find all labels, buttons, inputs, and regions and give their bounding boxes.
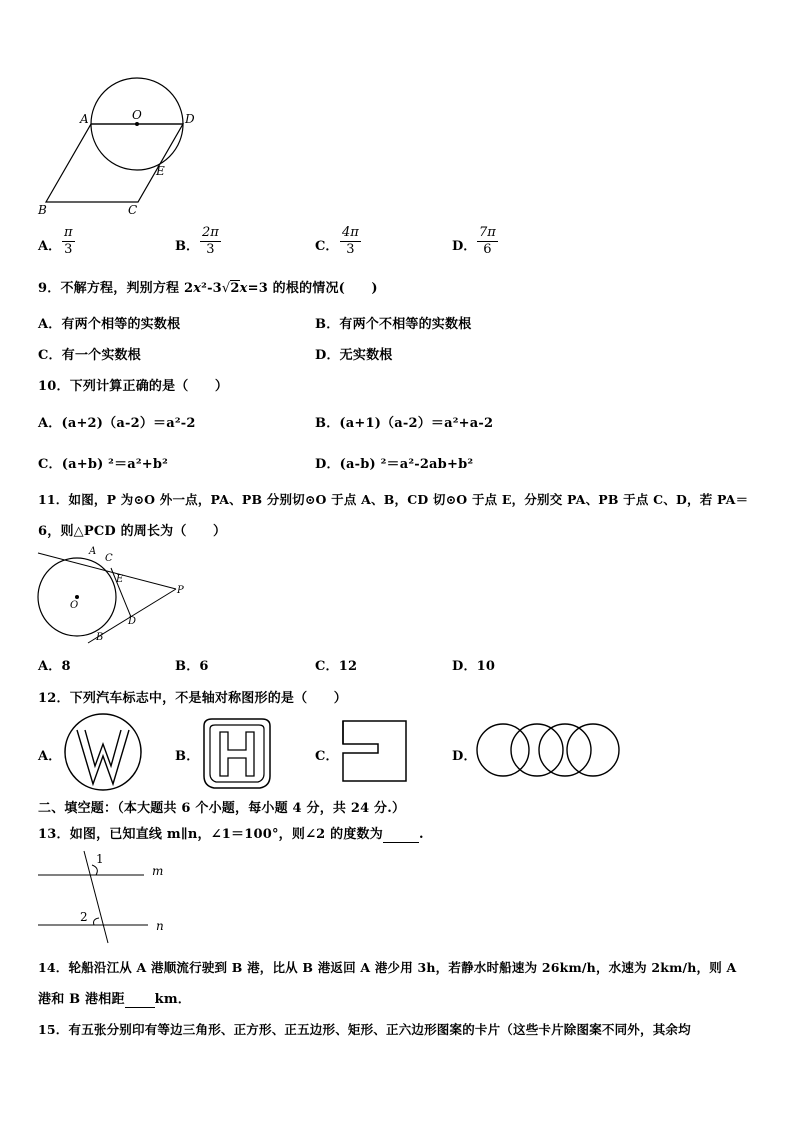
honda-logo-icon <box>198 716 278 796</box>
q14-line1: 14．轮船沿江从 A 港顺流行驶到 B 港，比从 B 港返回 A 港少用 3h，若静水时船速为 26km/h，水速为 2km/h，则 A <box>38 960 737 975</box>
q13-figure <box>38 848 188 948</box>
center-dot <box>75 595 79 599</box>
q10-option-d[interactable]: D．(a-b) ²＝a²-2ab+b² <box>315 457 474 472</box>
q9-option-a[interactable]: A．有两个相等的实数根 <box>38 317 181 332</box>
q11-figure <box>36 545 196 645</box>
q11-option-b[interactable]: B．6 <box>175 659 209 674</box>
center-dot <box>135 122 139 126</box>
label-a: A <box>89 546 97 557</box>
q12-stem: 12．下列汽车标志中，不是轴对称图形的是（ ） <box>38 691 347 706</box>
label-m: m <box>152 864 164 878</box>
q12-option-b[interactable]: B． <box>175 749 200 764</box>
q10-option-b[interactable]: B．(a+1)（a-2）＝a²+a-2 <box>315 416 494 431</box>
audi-rings-icon <box>476 722 626 782</box>
vw-logo-icon <box>63 714 143 794</box>
angle-1-arc <box>92 865 97 875</box>
q8-option-d[interactable]: D． <box>452 239 477 254</box>
label-p: P <box>177 585 184 596</box>
q11-stem-line1: 11．如图，P 为⊙O 外一点，PA、PB 分别切⊙O 于点 A、B，CD 切⊙O 于点 E，分别交 PA、PB 于点 C、D，若 PA＝ <box>38 492 749 507</box>
q8-option-b[interactable]: B． <box>175 239 199 254</box>
q8-figure <box>30 105 230 220</box>
q11-stem-line2: 6，则△PCD 的周长为（ ） <box>38 524 227 539</box>
q14-answer-blank[interactable] <box>125 992 155 1008</box>
q12-option-c[interactable]: C． <box>315 749 339 764</box>
q8-option-a-fraction: $\frac{\pi}{3}$ <box>64 225 73 257</box>
angle-2-arc <box>94 918 99 925</box>
q13-answer-blank[interactable] <box>383 827 419 843</box>
q10-option-c[interactable]: C．(a+b) ²＝a²+b² <box>38 457 169 472</box>
label-d: D <box>185 112 195 126</box>
q12-option-d[interactable]: D． <box>452 749 477 764</box>
q8-option-c[interactable]: C． <box>315 239 339 254</box>
q11-option-d[interactable]: D．10 <box>452 659 496 674</box>
q9-option-c[interactable]: C．有一个实数根 <box>38 348 141 363</box>
q10-option-a[interactable]: A．(a+2)（a-2）＝a²-2 <box>38 416 196 431</box>
label-c: C <box>105 553 113 564</box>
q8-option-c-fraction: $\frac{4\pi}{3}$ <box>342 225 359 257</box>
label-1: 1 <box>96 852 104 866</box>
q9-stem: 9．不解方程，判别方程 2x²-3√2x=3 的根的情况( ) <box>38 281 378 296</box>
label-n: n <box>156 919 164 933</box>
q15-line1: 15．有五张分别印有等边三角形、正方形、正五边形、矩形、正六边形图案的卡片（这些卡片除图案不同外，其余均 <box>38 1022 691 1037</box>
q8-option-b-fraction: $\frac{2\pi}{3}$ <box>202 225 219 257</box>
q8-option-d-fraction: $\frac{7\pi}{6}$ <box>479 225 496 257</box>
label-d: D <box>128 616 137 627</box>
label-c: C <box>128 203 138 217</box>
q13-stem: 13．如图，已知直线 m∥n，∠1＝100°，则∠2 的度数为 . <box>38 827 424 842</box>
label-o: O <box>70 600 79 611</box>
label-b: B <box>96 632 104 643</box>
q8-option-a[interactable]: A． <box>38 239 62 254</box>
label-o: O <box>132 108 142 122</box>
block-logo-icon <box>340 718 410 788</box>
label-b: B <box>38 203 47 217</box>
label-a: A <box>80 112 89 126</box>
section2-heading: 二、填空题：（本大题共 6 个小题，每小题 4 分，共 24 分.） <box>38 801 406 816</box>
q11-option-c[interactable]: C．12 <box>315 659 358 674</box>
q10-stem: 10．下列计算正确的是（ ） <box>38 379 229 394</box>
q14-line2: 港和 B 港相距 km． <box>38 992 192 1007</box>
label-e: E <box>156 164 165 178</box>
q12-option-a[interactable]: A． <box>38 749 62 764</box>
q11-option-a[interactable]: A．8 <box>38 659 71 674</box>
sqrt-sign: √ <box>221 281 231 296</box>
q9-option-b[interactable]: B．有两个不相等的实数根 <box>315 317 472 332</box>
q9-option-d[interactable]: D．无实数根 <box>315 348 393 363</box>
label-2: 2 <box>80 910 88 924</box>
label-e: E <box>116 574 124 585</box>
